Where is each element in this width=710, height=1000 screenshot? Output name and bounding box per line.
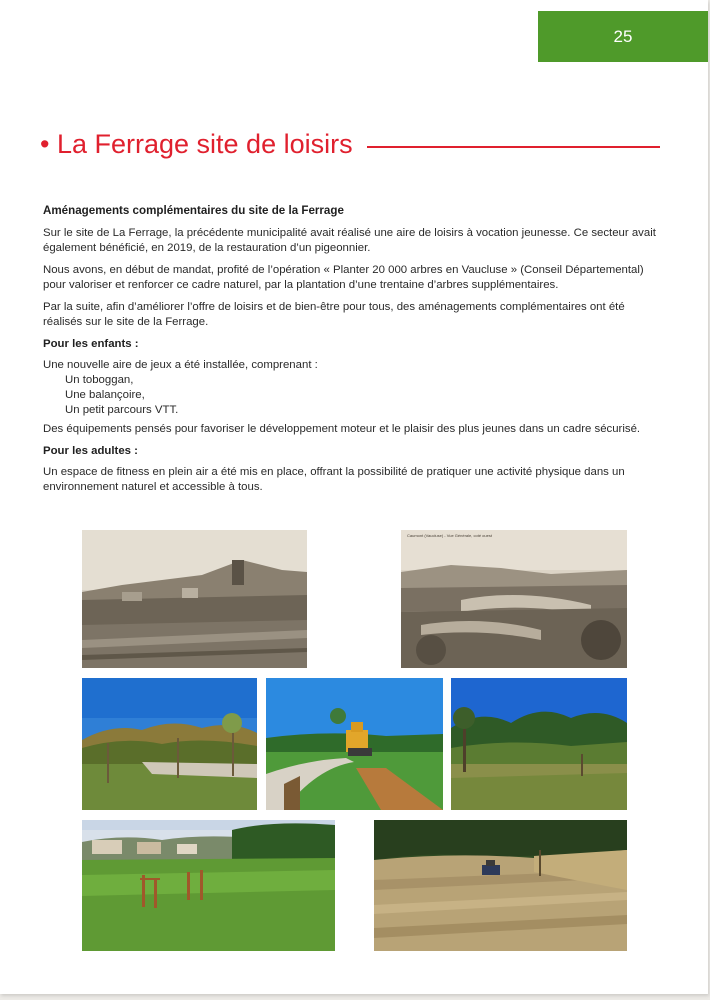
title-rule	[367, 146, 660, 148]
page-number: 25	[613, 26, 633, 46]
list-item: Une balançoire,	[65, 389, 145, 401]
photo-fitness-area	[82, 820, 335, 951]
photo-excavator-trench	[266, 678, 443, 810]
adults-heading: Pour les adultes :	[43, 445, 138, 457]
section-title: • La Ferrage site de loisirs	[40, 128, 353, 159]
photo-old-general-view	[401, 530, 627, 668]
list-item: Un toboggan,	[65, 374, 134, 386]
paragraph-3: Par la suite, afin d’améliorer l’offre de loisirs et de bien-être pour tous, des aménagements complémentaires ont été réalisés sur le site de la Ferrage.	[43, 301, 625, 328]
children-heading: Pour les enfants :	[43, 338, 139, 350]
list-item: Un petit parcours VTT.	[65, 404, 179, 416]
photo-mowing-field	[374, 820, 627, 951]
adults-text: Un espace de fitness en plein air a été mis en place, offrant la possibilité de pratiquer une activité physique dans un environnement naturel et accessible à tous.	[43, 466, 625, 493]
children-outro: Des équipements pensés pour favoriser le développement moteur et le plaisir des plus jeunes dans un cadre sécurisé.	[43, 423, 641, 435]
children-equipment-list	[43, 373, 658, 418]
page-number-tab	[538, 11, 708, 62]
photo-planted-trees	[82, 678, 257, 810]
paragraph-1: Sur le site de La Ferrage, la précédente municipalité avait réalisé une aire de loisirs à vocation jeunesse. Ce secteur avait également bénéficié, en 2019, de la restauration d’un pigeonnier.	[43, 227, 656, 254]
photo-old-village-view	[82, 530, 307, 668]
photo-meadow-trees	[451, 678, 627, 810]
paragraph-2: Nous avons, en début de mandat, profité de l’opération « Planter 20 000 arbres en Vaucluse » (Conseil Départemental) pour valoriser et renforcer ce cadre naturel, par la plantation d’une trentaine d’arbres supplémentaires.	[43, 264, 644, 291]
photo-caption: Caumont (Vaucluse) - Vue Générale, coté ouest	[407, 533, 492, 538]
section-title-row	[40, 124, 660, 164]
article-body	[43, 203, 658, 502]
article-heading: Aménagements complémentaires du site de la Ferrage	[43, 204, 344, 217]
children-intro: Une nouvelle aire de jeux a été installée, comprenant :	[43, 359, 318, 371]
